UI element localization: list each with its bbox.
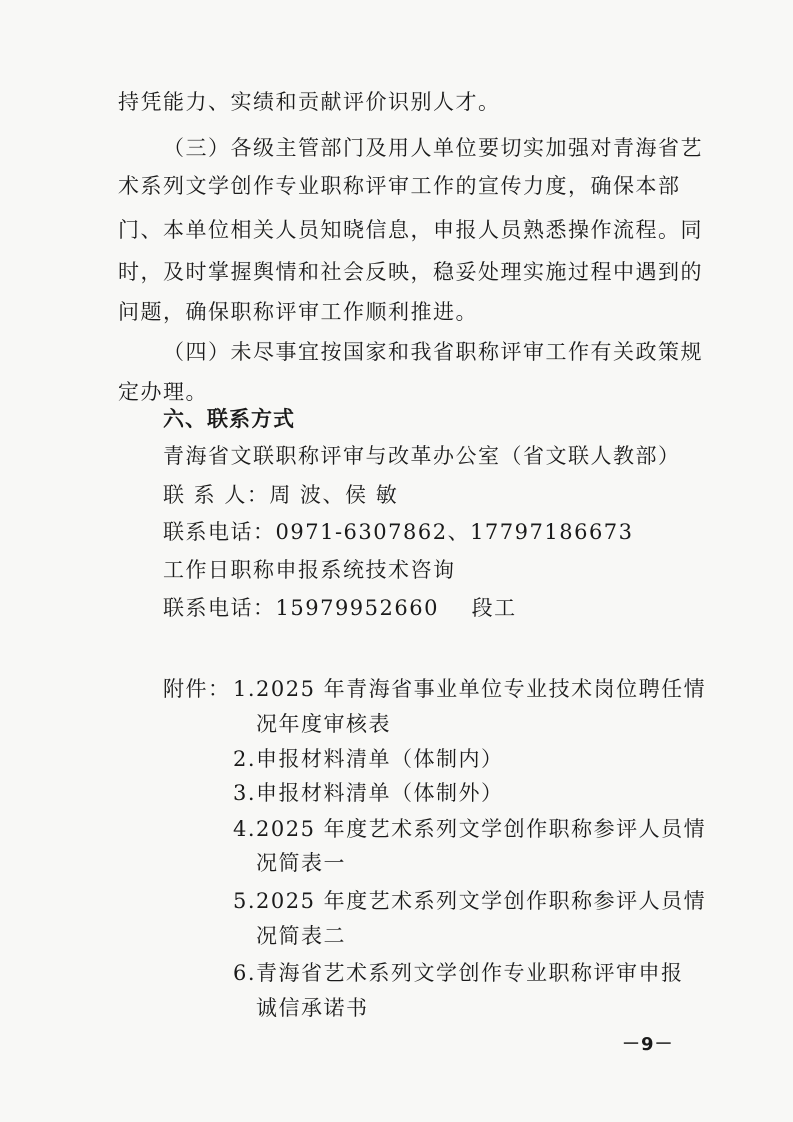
paragraph-line: 时，及时掌握舆情和社会反映，稳妥处理实施过程中遇到的 — [118, 260, 703, 284]
attachment-item: 5.2025 年度艺术系列文学创作职称参评人员情 — [233, 889, 707, 913]
section-heading: 六、联系方式 — [163, 407, 295, 431]
attachment-item-continued: 诚信承诺书 — [256, 996, 369, 1020]
attachment-item: 3.申报材料清单（体制外） — [233, 781, 504, 805]
page-number: －9－ — [622, 1034, 674, 1055]
attachment-item: 1.2025 年青海省事业单位专业技术岗位聘任情 — [233, 677, 707, 701]
paragraph-line: 定办理。 — [118, 380, 208, 404]
attachment-item: 2.申报材料清单（体制内） — [233, 747, 504, 771]
paragraph-line: 门、本单位相关人员知晓信息，申报人员熟悉操作流程。同 — [118, 218, 703, 242]
attachment-item-continued: 况简表二 — [256, 924, 346, 948]
contact-tech-support: 工作日职称申报系统技术咨询 — [163, 558, 456, 582]
paragraph-line: 术系列文学创作专业职称评审工作的宣传力度，确保本部 — [118, 174, 681, 198]
paragraph-line: （四）未尽事宜按国家和我省职称评审工作有关政策规 — [163, 340, 703, 364]
attachment-item-continued: 况简表一 — [256, 851, 346, 875]
attachment-item: 4.2025 年度艺术系列文学创作职称参评人员情 — [233, 817, 707, 841]
contact-people: 联 系 人：周 波、侯 敏 — [163, 483, 399, 507]
attachments-label: 附件： — [163, 677, 231, 701]
paragraph-line: （三）各级主管部门及用人单位要切实加强对青海省艺 — [163, 136, 703, 160]
contact-office: 青海省文联职称评审与改革办公室（省文联人教部） — [163, 444, 681, 468]
attachment-item: 6.青海省艺术系列文学创作专业职称评审申报 — [233, 961, 684, 985]
paragraph-line: 问题，确保职称评审工作顺利推进。 — [118, 300, 478, 324]
paragraph-line: 持凭能力、实绩和贡献评价识别人才。 — [118, 90, 501, 114]
attachment-item-continued: 况年度审核表 — [256, 712, 391, 736]
contact-phone: 联系电话：0971-6307862、17797186673 — [163, 520, 634, 544]
contact-phone-tech: 联系电话：15979952660 段工 — [163, 596, 517, 620]
